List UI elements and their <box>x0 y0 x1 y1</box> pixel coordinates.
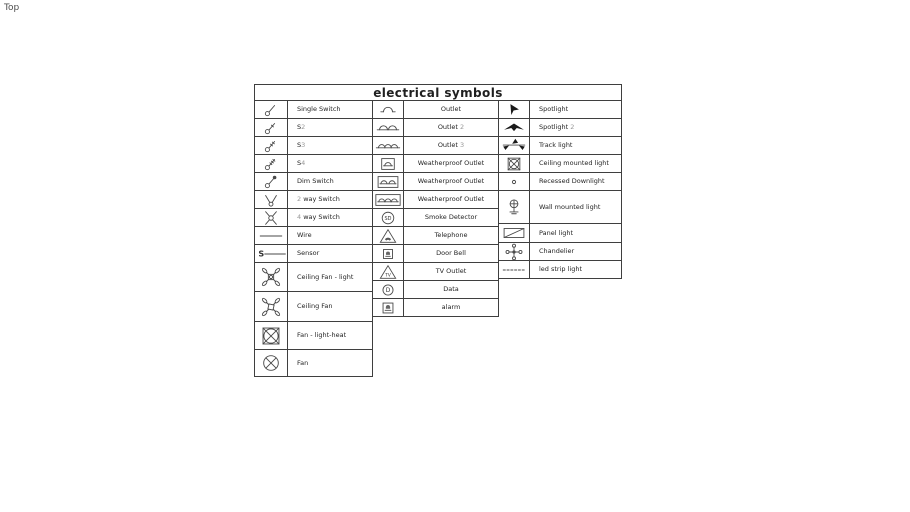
spotlight-icon <box>499 101 530 118</box>
symbol-label: Dim Switch <box>297 177 334 186</box>
symbol-label: Wall mounted light <box>539 202 601 211</box>
wire-icon <box>255 227 288 244</box>
symbol-column-1 <box>255 101 373 377</box>
symbol-row <box>499 119 621 137</box>
door-bell-icon <box>373 245 404 262</box>
symbol-label: Spotlight <box>539 105 569 114</box>
symbol-label: TV Outlet <box>435 267 467 276</box>
spotlight-2-icon <box>499 119 530 136</box>
symbol-row <box>255 322 372 350</box>
symbol-label: Spotlight 2 <box>539 123 575 132</box>
symbol-label: Recessed Downlight <box>539 177 605 186</box>
symbol-label: Smoke Detector <box>424 213 478 222</box>
symbol-row <box>255 292 372 322</box>
symbol-label: Single Switch <box>297 105 341 114</box>
symbol-row <box>255 245 372 263</box>
table-title: electrical symbols <box>254 84 622 101</box>
symbol-row <box>255 191 372 209</box>
symbol-label: S2 <box>297 123 306 132</box>
symbol-row <box>255 227 372 245</box>
symbol-row <box>373 119 498 137</box>
recessed-downlight-icon <box>499 173 530 190</box>
fan-light-heat-icon <box>255 322 288 349</box>
single-switch-icon <box>255 101 288 118</box>
panel-light-icon <box>499 224 530 242</box>
symbol-label: Weatherproof Outlet <box>417 195 485 204</box>
ceiling-fan-icon <box>255 292 288 321</box>
symbol-row <box>373 173 498 191</box>
symbol-label: Outlet <box>440 105 462 114</box>
symbol-label: Ceiling Fan - light <box>297 272 354 281</box>
viewport-axis-label: Top <box>4 3 20 13</box>
data-icon <box>373 281 404 298</box>
outlet-2-icon <box>373 119 404 136</box>
symbol-label: Door Bell <box>436 249 466 258</box>
symbol-label: led strip light <box>539 265 583 274</box>
symbol-label: Panel light <box>539 228 574 237</box>
symbol-row <box>373 101 498 119</box>
symbol-label: Ceiling Fan <box>297 302 333 311</box>
symbol-column-2 <box>373 101 499 317</box>
symbol-row <box>373 263 498 281</box>
symbol-row <box>373 245 498 263</box>
track-light-icon <box>499 137 530 154</box>
svg-text:TV: TV <box>385 273 391 278</box>
symbol-row <box>373 191 498 209</box>
symbol-label: Ceiling mounted light <box>539 159 609 168</box>
table-columns <box>254 101 622 377</box>
symbol-row <box>373 137 498 155</box>
symbol-label: Fan <box>297 358 309 367</box>
symbol-row <box>499 137 621 155</box>
symbol-row <box>499 224 621 243</box>
outlet-icon <box>373 101 404 118</box>
led-strip-light-icon <box>499 261 530 278</box>
electrical-symbols-table <box>254 84 622 377</box>
symbol-row <box>255 101 372 119</box>
symbol-label: Data <box>443 285 459 294</box>
symbol-row <box>255 155 372 173</box>
symbol-row <box>499 173 621 191</box>
symbol-row <box>255 350 372 377</box>
svg-text:SD: SD <box>384 215 392 222</box>
weatherproof-outlet-3-icon <box>373 191 404 208</box>
sensor-icon <box>255 245 288 262</box>
two-way-switch-icon <box>255 191 288 208</box>
symbol-label: Track light <box>539 141 573 150</box>
symbol-label: S4 <box>297 159 306 168</box>
symbol-label: Chandelier <box>539 247 575 256</box>
symbol-label: Telephone <box>434 231 468 240</box>
symbol-label: Outlet 2 <box>437 123 465 132</box>
symbol-row <box>499 261 621 279</box>
symbol-label: 4 way Switch <box>297 213 340 222</box>
symbol-row <box>373 209 498 227</box>
symbol-label: Weatherproof Outlet <box>417 177 485 186</box>
switch-s3-icon <box>255 137 288 154</box>
svg-text:D: D <box>385 287 391 294</box>
symbol-label: S3 <box>297 141 306 150</box>
dim-switch-icon <box>255 173 288 190</box>
symbol-label: Weatherproof Outlet <box>417 159 485 168</box>
ceiling-fan-light-icon <box>255 263 288 291</box>
symbol-row <box>499 191 621 224</box>
symbol-row <box>499 101 621 119</box>
symbol-column-3 <box>499 101 622 279</box>
symbol-label: alarm <box>441 303 461 312</box>
symbol-row <box>255 173 372 191</box>
symbol-row <box>373 155 498 173</box>
symbol-row <box>255 119 372 137</box>
symbol-row <box>255 137 372 155</box>
tv-outlet-icon <box>373 263 404 280</box>
symbol-row <box>373 227 498 245</box>
telephone-icon <box>373 227 404 244</box>
symbol-label: Wire <box>297 231 312 240</box>
outlet-3-icon <box>373 137 404 154</box>
symbol-row <box>373 299 498 317</box>
symbol-label: Outlet 3 <box>437 141 465 150</box>
symbol-label: 2 way Switch <box>297 195 340 204</box>
wall-mounted-light-icon <box>499 191 530 223</box>
chandelier-icon <box>499 243 530 260</box>
weatherproof-outlet-icon <box>373 155 404 172</box>
symbol-row <box>373 281 498 299</box>
symbol-row <box>499 243 621 261</box>
fan-icon <box>255 350 288 376</box>
symbol-row <box>255 263 372 292</box>
switch-s4-icon <box>255 155 288 172</box>
alarm-icon <box>373 299 404 316</box>
four-way-switch-icon <box>255 209 288 226</box>
symbol-row <box>499 155 621 173</box>
switch-s2-icon <box>255 119 288 136</box>
symbol-label: Sensor <box>297 249 320 258</box>
symbol-row <box>255 209 372 227</box>
ceiling-mounted-light-icon <box>499 155 530 172</box>
svg-text:S: S <box>258 248 265 259</box>
weatherproof-outlet-2-icon <box>373 173 404 190</box>
symbol-label: Fan - light-heat <box>297 331 347 340</box>
smoke-detector-icon <box>373 209 404 226</box>
